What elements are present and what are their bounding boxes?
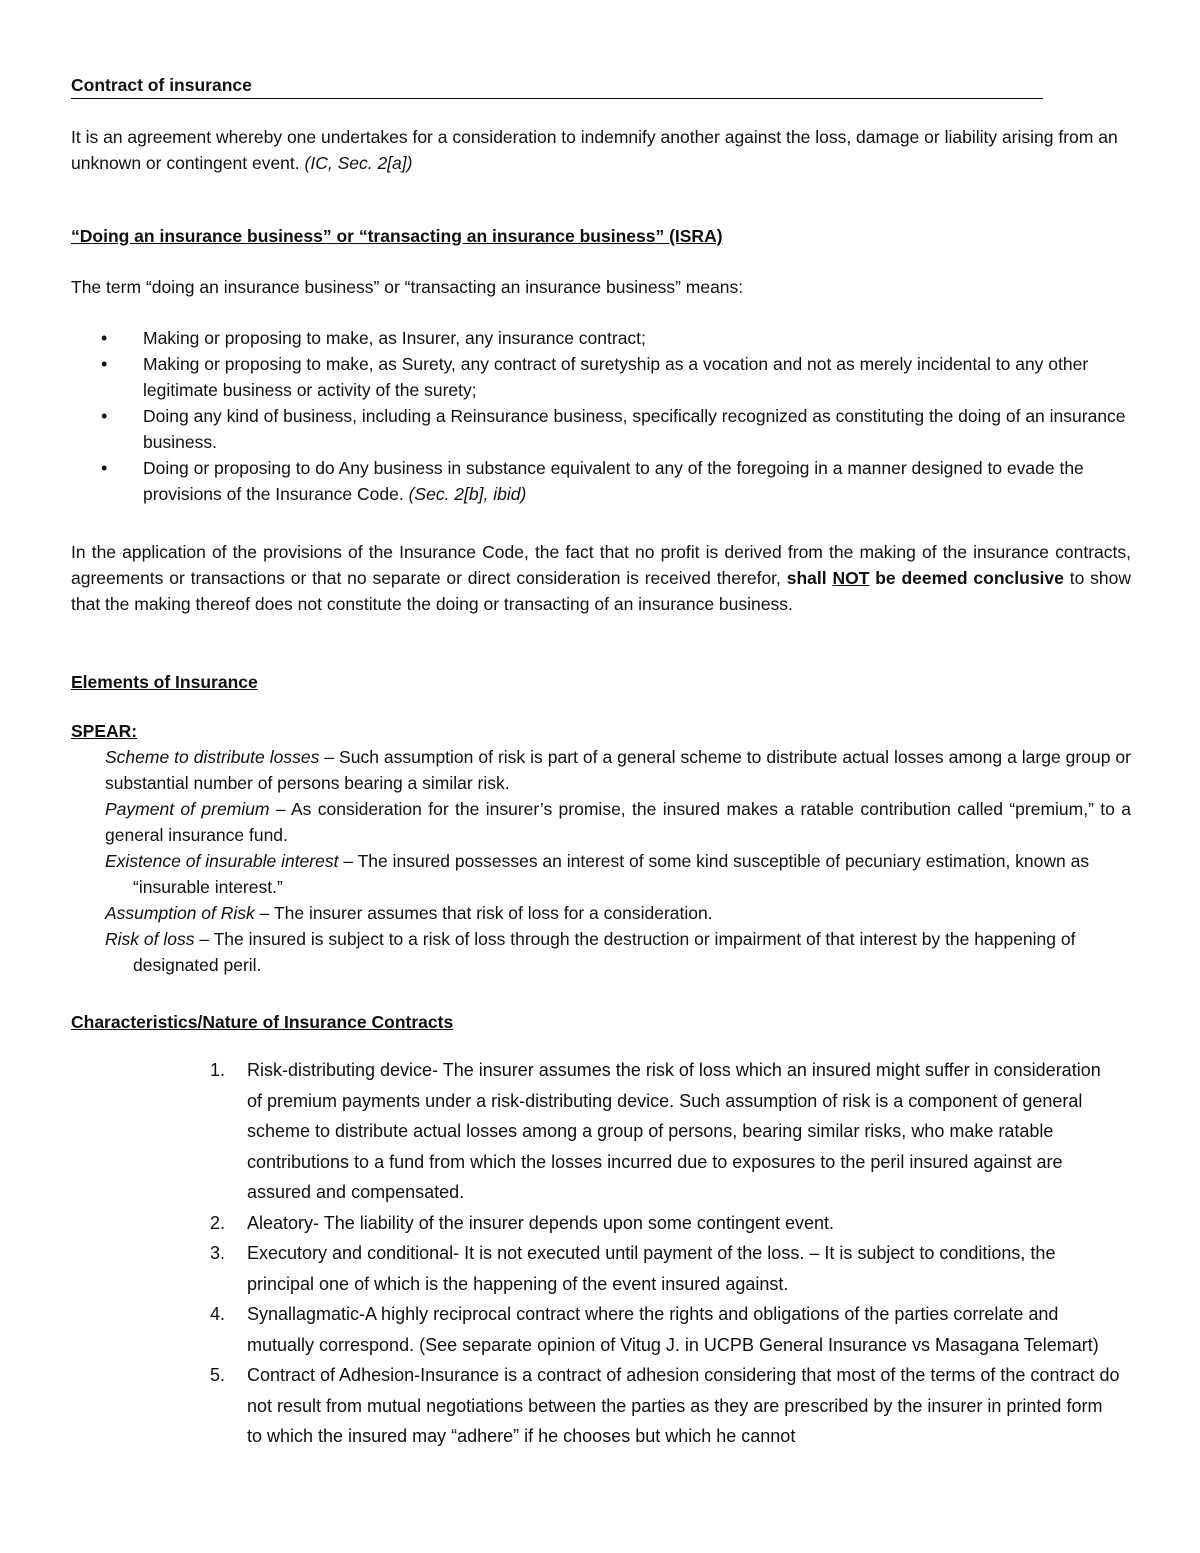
element-text: – The insured is subject to a risk of loss through the destruction or impairment of that interest by the happening of designated peril. <box>133 929 1076 975</box>
list-item <box>105 900 1131 926</box>
heading-contract-of-insurance: Contract of insurance <box>71 72 1043 99</box>
list-item-text: Executory and conditional- It is not executed until payment of the loss. – It is subject to conditions, the principal one of which is the happening of the event insured against. <box>247 1243 1056 1294</box>
heading-characteristics: Characteristics/Nature of Insurance Contracts <box>71 1012 454 1032</box>
characteristics-list <box>210 1055 1120 1452</box>
paragraph-emphasis-not: NOT <box>832 568 870 588</box>
list-item-citation: (Sec. 2[b], ibid) <box>408 484 527 504</box>
heading-elements-of-insurance: Elements of Insurance <box>71 672 258 692</box>
application-paragraph <box>71 539 1131 617</box>
element-text: – Such assumption of risk is part of a general scheme to distribute actual losses among a large group or substantial number of persons bearing a similar risk. <box>105 747 1131 793</box>
elements-list <box>105 744 1131 978</box>
element-text: – The insurer assumes that risk of loss for a consideration. <box>254 903 713 923</box>
element-text: – The insured possesses an interest of some kind susceptible of pecuniary estimation, known as “insurable interest.” <box>133 851 1090 897</box>
list-item-number: 4. <box>210 1304 226 1324</box>
paragraph-text: to show that the making thereof does not constitute the doing or transacting of an insurance business. <box>71 568 1131 614</box>
element-text: – As consideration for the insurer’s promise, the insured makes a ratable contribution called “premium,” to a general insurance fund. <box>105 799 1131 845</box>
element-label: Scheme to distribute losses <box>105 747 320 767</box>
list-item-text: Risk-distributing device- The insurer assumes the risk of loss which an insured might suffer in consideration of premium payments under a risk-distributing device. Such assumption of risk is a component of general scheme to distribute actual losses among a group of persons, bearing similar risks, who make ratable contributions to a fund from which the losses incurred due to exposures to the peril insured against are assured and compensated. <box>247 1060 1101 1202</box>
list-item-text: Synallagmatic-A highly reciprocal contract where the rights and obligations of the parties correlate and mutually correspond. (See separate opinion of Vitug J. in UCPB General Insurance vs Masagana Telemart) <box>247 1304 1099 1355</box>
list-item-text: Doing any kind of business, including a Reinsurance business, specifically recognized as constituting the doing of an insurance business. <box>143 406 1126 452</box>
doing-business-list <box>71 325 1131 507</box>
list-item-text: Making or proposing to make, as Insurer, any insurance contract; <box>143 328 646 348</box>
paragraph-emphasis: be deemed conclusive <box>875 568 1064 588</box>
list-item <box>210 1238 1120 1299</box>
heading-doing-insurance-business: “Doing an insurance business” or “transacting an insurance business” (ISRA) <box>71 226 723 246</box>
list-item-text: Contract of Adhesion-Insurance is a contract of adhesion considering that most of the terms of the contract do not result from mutual negotiations between the parties as they are prescribed by the insurer in printed form to which the insured may “adhere” if he chooses but which he cannot <box>247 1365 1120 1446</box>
list-item <box>105 926 1131 978</box>
list-item-number: 5. <box>210 1365 226 1385</box>
list-item <box>210 1055 1120 1208</box>
definition-paragraph <box>71 124 1131 176</box>
list-item-number: 3. <box>210 1243 226 1263</box>
definition-text: It is an agreement whereby one undertakes for a consideration to indemnify another against the loss, damage or liability arising from an unknown or contingent event. <box>71 127 1118 173</box>
paragraph-emphasis: shall <box>786 568 827 588</box>
list-item <box>71 403 1131 455</box>
list-item <box>71 325 1131 351</box>
element-label: Existence of insurable interest <box>105 851 339 871</box>
list-item <box>210 1299 1120 1360</box>
list-item <box>105 744 1131 796</box>
list-item <box>71 455 1131 507</box>
list-item-number: 2. <box>210 1212 226 1233</box>
paragraph-text: In the application of the provisions of the Insurance Code, the fact that no profit is derived from the making of the insurance contracts, agreements or transactions or that no separate or direct consideration is received therefor, <box>71 542 1131 588</box>
list-item-text: Aleatory- The liability of the insurer depends upon some contingent event. <box>247 1212 835 1233</box>
list-item <box>105 848 1131 900</box>
element-label: Payment of premium <box>105 799 270 819</box>
list-item-number: 1. <box>210 1060 226 1080</box>
list-item <box>210 1360 1120 1452</box>
list-item-text: Doing or proposing to do Any business in substance equivalent to any of the foregoing in a manner designed to evade the provisions of the Insurance Code. <box>143 458 1084 504</box>
element-label: Risk of loss <box>105 929 195 949</box>
element-label: Assumption of Risk <box>105 903 255 923</box>
doing-business-intro: The term “doing an insurance business” or “transacting an insurance business” means: <box>71 277 744 297</box>
spear-mnemonic: SPEAR: <box>71 721 138 741</box>
definition-citation: (IC, Sec. 2[a]) <box>304 153 413 173</box>
list-item-text: Making or proposing to make, as Surety, any contract of suretyship as a vocation and not as merely incidental to any other legitimate business or activity of the surety; <box>143 354 1089 400</box>
list-item <box>105 796 1131 848</box>
list-item <box>210 1208 1120 1239</box>
list-item <box>71 351 1131 403</box>
